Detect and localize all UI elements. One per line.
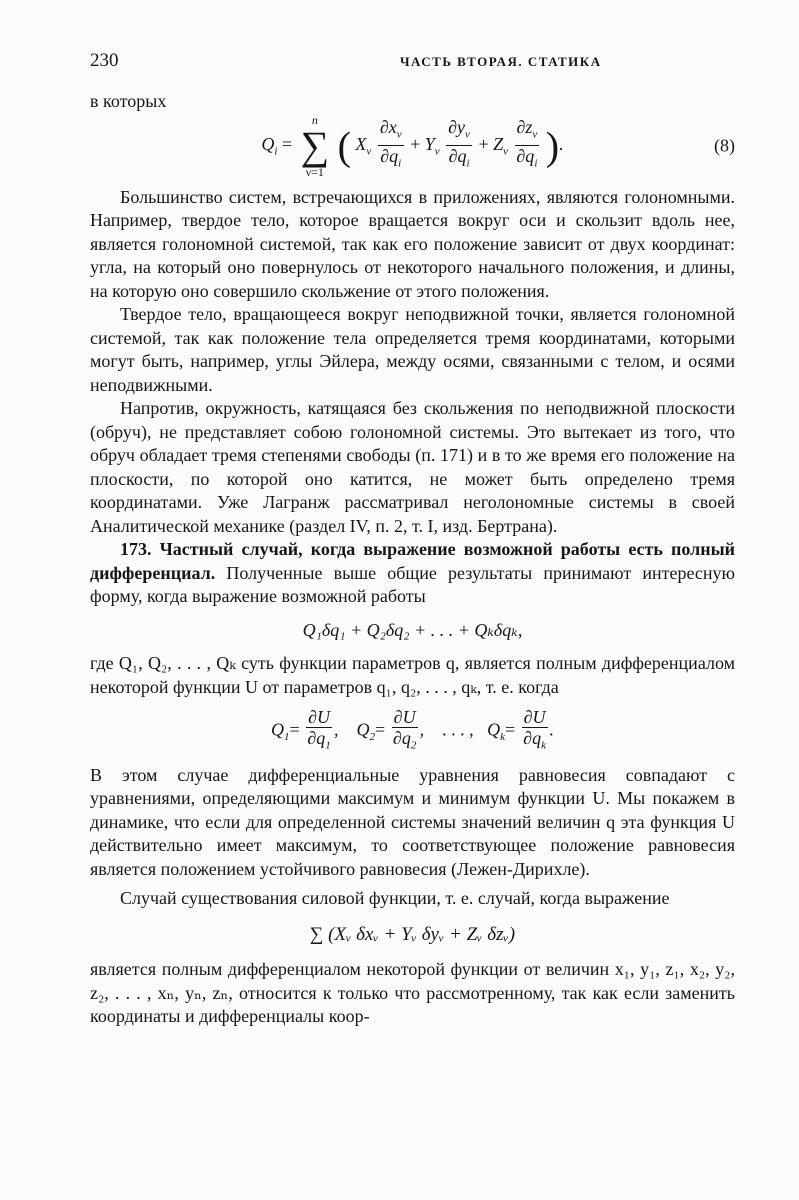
eq8-equals: = <box>281 133 293 154</box>
fraction-dx-dq: $\frac{\partial x_\nu}{\partial q_i}$ <box>379 117 402 170</box>
paragraph-rigid-body: Твердое тело, вращающееся вокруг неподвижной точки, является голономной системой, так как положение тела определяется тремя координатами, которыми могут быть, например, углы Эйлера, между осями, связанными с телом, и осями неподвижными. <box>90 304 735 395</box>
paragraph-hoop: Напротив, окружность, катящаяся без скольжения по неподвижной плоскости (обруч), не представляет собою голономной системы. Это вытекает из того, что обруч обладает тремя степенями свободы (п. 171) и в то же время его положение на плоскости, по которой оно катится, не может быть определено тремя координатами. Уже Лагранж рассматривал неголономные системы в своей Аналитической механике (раздел IV, п. 2, т. I, изд. Бертрана). <box>90 398 735 536</box>
sum-lower-limit: ν=1 <box>305 164 324 179</box>
paragraph-holonomic: Большинство систем, встречающихся в приложениях, являются голономными. Например, твердое тело, которое вращается вокруг оси и скользит вдоль нее, является голономной системой, так как его положение зависит от двух координат: угла, на который оно повернулось от некоторого начального положения, и длины, на которую оно совершило скольжение от этого положения. <box>90 186 735 301</box>
equation-partial-derivatives: $Q_1=$ $\frac{\partial U}{\partial q_1}$ , $Q_2=$ $\frac{\partial U}{\partial q_2}$ , . . . , $Q_k=$ $\frac{\partial U}{\partial q_k}$ . <box>90 707 735 756</box>
paragraph-equilibrium: В этом случае дифференциальные уравнения равновесия совпадают с уравнениями, определяющими максимум и минимум функции U. Мы покажем в динамике, что если для определенной системы значений величин q эта функция U действительно имеет максимум, то соответствующее положение равновесия является положением устойчивого равновесия (Лежен-Дирихле). <box>90 764 735 879</box>
sum-symbol: n ∑ ν=1 <box>300 112 330 179</box>
equation-force-sum: ∑ (Xᵥ δxᵥ + Yᵥ δyᵥ + Zᵥ δzᵥ) <box>309 923 516 945</box>
section-173-title: 173. Частный случай, когда выражение возможной работы есть полный дифференциал. <box>90 539 735 583</box>
fraction-dU-dqk: $\frac{\partial U}{\partial q_k}$ <box>523 707 546 752</box>
fraction-dz-dq: $\frac{\partial z_\nu}{\partial q_i}$ <box>516 117 538 170</box>
paragraph-force-function: Случай существования силовой функции, т. е. случай, когда выражение <box>120 888 670 909</box>
running-title: ЧАСТЬ ВТОРАЯ. СТАТИКА <box>400 54 602 69</box>
fraction-dU-dq2: $\frac{\partial U}{\partial q_2}$ <box>392 707 417 752</box>
fraction-dU-dq1: $\frac{\partial U}{\partial q_1}$ <box>307 707 331 752</box>
equation-possible-work: Q₁δq₁ + Q₂δq₂ + . . . + Qₖδqₖ, <box>302 619 523 640</box>
intro-line: в которых <box>90 91 167 111</box>
equation-8: $Q_i$ = n ∑ ν=1 ( $X_\nu$ $\frac{\partial x_\nu}{\partial q_i}$ + $Y_\nu$ $\frac{\partial y_\nu}{\partial q_i}$ + $Z_\nu$ $\frac{\partial z_\nu}{\partial q_i}$ ). (8) <box>261 112 735 179</box>
fraction-dy-dq: $\frac{\partial y_\nu}{\partial q_i}$ <box>448 117 470 170</box>
section-173 <box>90 538 735 609</box>
page-number: 230 <box>90 50 119 71</box>
eq8-lhs: $Q_i$ <box>261 133 278 158</box>
paragraph-functions: где Q₁, Q₂, . . . , Qₖ суть функции параметров q, является полным дифференциалом некоторой функции U от параметров q₁, q₂, . . . , qₖ, т. е. когда <box>90 653 735 697</box>
equation-number: (8) <box>714 134 735 155</box>
section-173-text: Полученные выше общие результаты принимают интересную форму, когда выражение возможной работы <box>90 562 735 606</box>
page-body <box>90 90 735 1029</box>
running-header <box>90 50 735 76</box>
paragraph-differential: является полным дифференциалом некоторой функции от величин x₁, y₁, z₁, x₂, y₂, z₂, . . . , xₙ, yₙ, zₙ, относится к только что рассмотренному, так как если заменить координаты и дифференциалы коор- <box>90 959 735 1027</box>
sum-upper-limit: n <box>311 112 318 127</box>
